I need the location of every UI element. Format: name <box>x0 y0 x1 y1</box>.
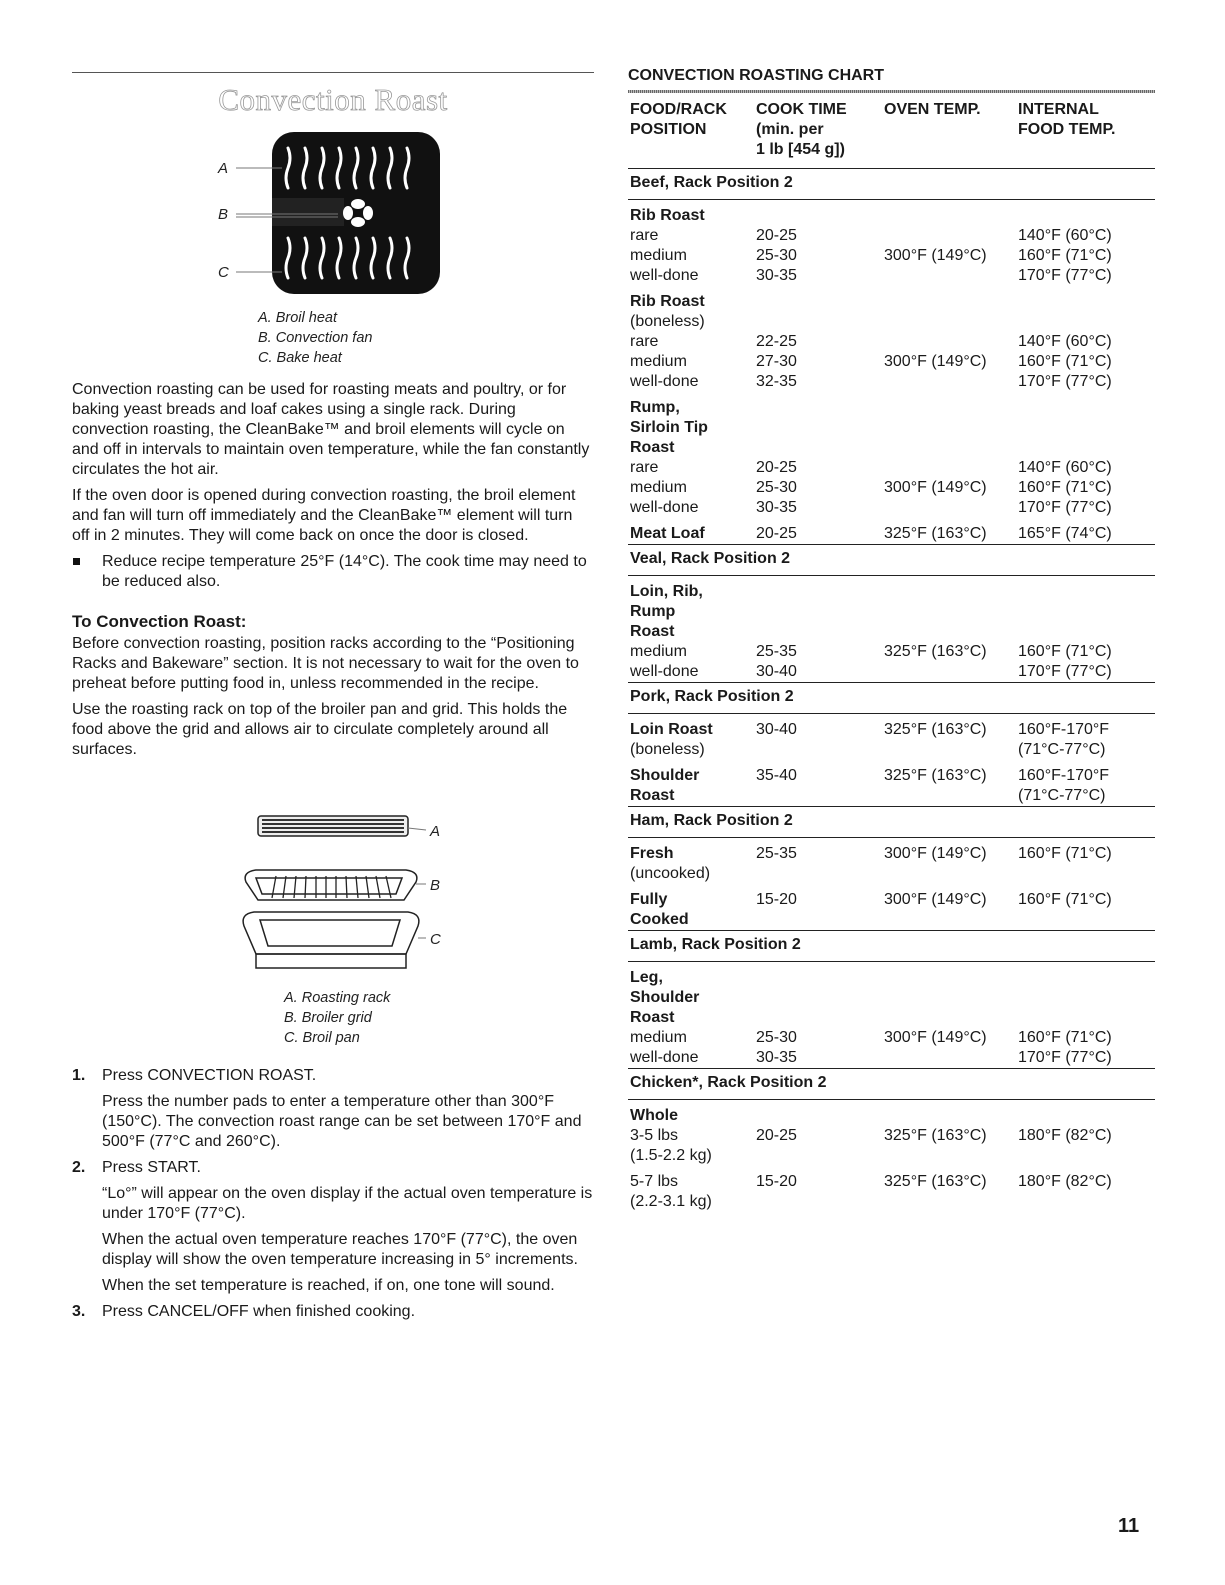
cell-cook-time: 25-30 <box>756 1029 797 1046</box>
cell-food: (1.5-2.2 kg) <box>630 1147 712 1164</box>
cell-cook-time: 32-35 <box>756 373 797 390</box>
chart-row <box>628 292 1155 312</box>
cell-food: Cooked <box>630 911 689 928</box>
chart-group-heading: Chicken*, Rack Position 2 <box>628 1068 1155 1099</box>
chart-row <box>628 332 1155 352</box>
chart-row <box>628 352 1155 372</box>
pan-figure-caption <box>284 988 390 1048</box>
chart-group-body <box>628 837 1155 930</box>
cell-cook-time: 25-30 <box>756 479 797 496</box>
cell-food: well-done <box>630 267 699 284</box>
cell-internal-temp: 160°F (71°C) <box>1018 845 1112 862</box>
chart-group-body <box>628 575 1155 682</box>
chart-groups <box>628 168 1155 1212</box>
chart-row <box>628 458 1155 478</box>
cell-oven-temp: 300°F (149°C) <box>884 247 987 264</box>
step-number: 1. <box>72 1067 86 1084</box>
chart-row <box>628 662 1155 682</box>
chart-group-heading: Pork, Rack Position 2 <box>628 682 1155 713</box>
oven-diagram <box>210 128 445 298</box>
cell-food: Sirloin Tip <box>630 419 708 436</box>
oven-label-a: A <box>218 160 229 177</box>
cell-cook-time: 25-35 <box>756 643 797 660</box>
cell-internal-temp: 160°F (71°C) <box>1018 891 1112 908</box>
cell-food: medium <box>630 479 687 496</box>
cell-food: Shoulder <box>630 767 700 784</box>
cell-food: Fully <box>630 891 668 908</box>
chart-row <box>628 786 1155 806</box>
chart-row <box>628 988 1155 1008</box>
cell-cook-time: 15-20 <box>756 1173 797 1190</box>
cell-food: Meat Loaf <box>630 525 705 542</box>
step-number: 3. <box>72 1303 86 1320</box>
cell-food: Roast <box>630 1009 675 1026</box>
step-item <box>72 1158 594 1296</box>
chart-row <box>628 740 1155 760</box>
chart-row <box>628 398 1155 418</box>
header-food-rack <box>630 100 727 140</box>
cell-food: medium <box>630 643 687 660</box>
step-title: Press CANCEL/OFF when finished cooking. <box>102 1303 416 1320</box>
chart-row <box>628 1048 1155 1068</box>
cell-cook-time: 30-40 <box>756 721 797 738</box>
cell-food: well-done <box>630 499 699 516</box>
header-line: INTERNAL <box>1018 101 1099 118</box>
cell-oven-temp: 300°F (149°C) <box>884 891 987 908</box>
cell-food: Rib Roast <box>630 207 705 224</box>
cell-oven-temp: 300°F (149°C) <box>884 479 987 496</box>
cell-cook-time: 25-35 <box>756 845 797 862</box>
cell-food: well-done <box>630 373 699 390</box>
chart-row <box>628 372 1155 392</box>
cell-food: Roast <box>630 787 675 804</box>
chart-header-row <box>628 98 1155 168</box>
step-title: Press CONVECTION ROAST. <box>102 1067 317 1084</box>
intro-paragraph: If the oven door is opened during convection roasting, the broil element and fan will turn off immediately and the CleanBake™ element will turn off in 2 minutes. They will come back on once the door is closed. <box>72 487 576 544</box>
cell-food: (uncooked) <box>630 865 711 882</box>
header-line: OVEN TEMP. <box>884 101 981 118</box>
chart-group-body <box>628 961 1155 1068</box>
cell-oven-temp: 300°F (149°C) <box>884 845 987 862</box>
cell-food: Leg, <box>630 969 663 986</box>
cell-food: Whole <box>630 1107 678 1124</box>
cell-internal-temp: 170°F (77°C) <box>1018 267 1112 284</box>
chart-row <box>628 1172 1155 1192</box>
cell-food: Fresh <box>630 845 674 862</box>
cell-food: Rump, <box>630 399 680 416</box>
cell-cook-time: 20-25 <box>756 525 797 542</box>
cell-cook-time: 20-25 <box>756 227 797 244</box>
subheading: To Convection Roast: <box>72 612 247 631</box>
cell-internal-temp: 180°F (82°C) <box>1018 1127 1112 1144</box>
chart-group-heading: Ham, Rack Position 2 <box>628 806 1155 837</box>
cell-internal-temp: 160°F-170°F <box>1018 721 1110 738</box>
cell-food: Roast <box>630 623 675 640</box>
cell-food: 3-5 lbs <box>630 1127 679 1144</box>
chart-row <box>628 1008 1155 1028</box>
cell-internal-temp: 140°F (60°C) <box>1018 227 1112 244</box>
cell-oven-temp: 325°F (163°C) <box>884 643 987 660</box>
intro-section <box>72 380 594 766</box>
chart-group-body <box>628 1099 1155 1212</box>
roasting-chart <box>628 98 1155 1212</box>
cell-internal-temp: 170°F (77°C) <box>1018 499 1112 516</box>
caption-line: B. Convection fan <box>258 330 373 346</box>
chart-row <box>628 642 1155 662</box>
chart-row <box>628 622 1155 642</box>
bullet-text: Reduce recipe temperature 25°F (14°C). The cook time may need to be reduced also. <box>102 553 587 590</box>
header-line: (min. per <box>756 121 824 138</box>
cell-food: rare <box>630 333 659 350</box>
cell-internal-temp: 160°F (71°C) <box>1018 643 1112 660</box>
cell-internal-temp: 140°F (60°C) <box>1018 333 1112 350</box>
header-cook-time <box>756 100 847 160</box>
cell-cook-time: 20-25 <box>756 1127 797 1144</box>
step-item <box>72 1302 594 1322</box>
cell-cook-time: 15-20 <box>756 891 797 908</box>
chart-row <box>628 418 1155 438</box>
prep-paragraph: Before convection roasting, position racks according to the “Positioning Racks and Bakeware” section. It is not necessary to wait for the oven to preheat before putting food in, unless recommended in the recipe. <box>72 635 579 692</box>
chart-row <box>628 246 1155 266</box>
header-internal-temp <box>1018 100 1116 140</box>
chart-row <box>628 602 1155 622</box>
chart-row <box>628 968 1155 988</box>
cell-food: Shoulder <box>630 989 700 1006</box>
step-number: 2. <box>72 1159 86 1176</box>
pan-label-a: A <box>430 823 441 840</box>
cell-cook-time: 22-25 <box>756 333 797 350</box>
prep-paragraph: Use the roasting rack on top of the broiler pan and grid. This holds the food above the grid and allows air to circulate completely around all surfaces. <box>72 701 568 758</box>
chart-row <box>628 498 1155 518</box>
step-paragraph: When the set temperature is reached, if on, one tone will sound. <box>102 1277 555 1294</box>
cell-food: medium <box>630 1029 687 1046</box>
caption-line: A. Roasting rack <box>284 990 391 1006</box>
chart-row <box>628 226 1155 246</box>
chart-group-heading: Beef, Rack Position 2 <box>628 168 1155 199</box>
steps-list <box>72 1066 594 1328</box>
chart-group-body <box>628 713 1155 806</box>
caption-line: A. Broil heat <box>258 310 337 326</box>
oven-figure-caption <box>258 308 372 368</box>
chart-row <box>628 478 1155 498</box>
step-item <box>72 1066 594 1152</box>
chart-row <box>628 1028 1155 1048</box>
cell-oven-temp: 325°F (163°C) <box>884 1127 987 1144</box>
oven-label-b: B <box>218 206 229 223</box>
chart-row <box>628 438 1155 458</box>
header-line: POSITION <box>630 121 707 138</box>
cell-food: Rib Roast <box>630 293 705 310</box>
cell-food: medium <box>630 247 687 264</box>
cell-oven-temp: 300°F (149°C) <box>884 1029 987 1046</box>
cell-cook-time: 30-35 <box>756 267 797 284</box>
chart-row <box>628 1126 1155 1146</box>
header-line: FOOD TEMP. <box>1018 121 1116 138</box>
cell-food: well-done <box>630 663 699 680</box>
section-title: Convection Roast <box>218 82 448 117</box>
bullet-item <box>72 552 594 592</box>
chart-row <box>628 1192 1155 1212</box>
chart-row <box>628 266 1155 286</box>
header-oven-temp <box>884 100 981 120</box>
cell-food: Loin, Rib, <box>630 583 703 600</box>
cell-food: well-done <box>630 1049 699 1066</box>
cell-cook-time: 30-40 <box>756 663 797 680</box>
cell-food: Roast <box>630 439 675 456</box>
cell-internal-temp: 170°F (77°C) <box>1018 373 1112 390</box>
cell-internal-temp: 170°F (77°C) <box>1018 1049 1112 1066</box>
top-rule <box>72 72 594 73</box>
chart-row <box>628 844 1155 864</box>
cell-internal-temp: 160°F-170°F <box>1018 767 1110 784</box>
chart-group-heading: Lamb, Rack Position 2 <box>628 930 1155 961</box>
cell-cook-time: 30-35 <box>756 1049 797 1066</box>
chart-row <box>628 1106 1155 1126</box>
broiler-pan-diagram <box>228 808 458 980</box>
chart-row <box>628 766 1155 786</box>
cell-food: (2.2-3.1 kg) <box>630 1193 712 1210</box>
cell-internal-temp: 160°F (71°C) <box>1018 353 1112 370</box>
cell-internal-temp: 165°F (74°C) <box>1018 525 1112 542</box>
caption-line: C. Bake heat <box>258 350 342 366</box>
pan-label-c: C <box>430 931 441 948</box>
cell-food: rare <box>630 459 659 476</box>
cell-food: (boneless) <box>630 313 705 330</box>
cell-internal-temp: 160°F (71°C) <box>1018 247 1112 264</box>
step-title: Press START. <box>102 1159 201 1176</box>
chart-row <box>628 524 1155 544</box>
step-paragraph: When the actual oven temperature reaches 170°F (77°C), the oven display will show the oven temperature increasing in 5° increments. <box>102 1231 578 1268</box>
cell-oven-temp: 325°F (163°C) <box>884 721 987 738</box>
cell-internal-temp: 160°F (71°C) <box>1018 479 1112 496</box>
step-paragraph: “Lo°” will appear on the oven display if the actual oven temperature is under 170°F (77°C). <box>102 1185 593 1222</box>
cell-food: (boneless) <box>630 741 705 758</box>
chart-row <box>628 910 1155 930</box>
cell-cook-time: 20-25 <box>756 459 797 476</box>
cell-food: Rump <box>630 603 676 620</box>
oven-label-c: C <box>218 264 229 281</box>
cell-oven-temp: 325°F (163°C) <box>884 767 987 784</box>
cell-food: rare <box>630 227 659 244</box>
cell-oven-temp: 325°F (163°C) <box>884 525 987 542</box>
cell-internal-temp: 180°F (82°C) <box>1018 1173 1112 1190</box>
cell-cook-time: 30-35 <box>756 499 797 516</box>
cell-oven-temp: 325°F (163°C) <box>884 1173 987 1190</box>
cell-food: 5-7 lbs <box>630 1173 679 1190</box>
cell-cook-time: 25-30 <box>756 247 797 264</box>
chart-row <box>628 582 1155 602</box>
chart-group-heading: Veal, Rack Position 2 <box>628 544 1155 575</box>
chart-row <box>628 890 1155 910</box>
cell-food: Loin Roast <box>630 721 713 738</box>
header-line: FOOD/RACK <box>630 101 727 118</box>
chart-title-rule <box>628 90 1155 93</box>
intro-paragraph: Convection roasting can be used for roasting meats and poultry, or for baking yeast breads and loaf cakes using a single rack. During convection roasting, the CleanBake™ and broil elements will cycle on and off in intervals to maintain oven temperature, while the fan constantly circulates the hot air. <box>72 381 590 478</box>
cell-cook-time: 35-40 <box>756 767 797 784</box>
chart-title: CONVECTION ROASTING CHART <box>628 67 884 84</box>
cell-oven-temp: 300°F (149°C) <box>884 353 987 370</box>
chart-row <box>628 720 1155 740</box>
caption-line: C. Broil pan <box>284 1030 360 1046</box>
chart-row <box>628 206 1155 226</box>
chart-row <box>628 1146 1155 1166</box>
pan-label-b: B <box>430 877 441 894</box>
cell-internal-temp: (71°C-77°C) <box>1018 741 1106 758</box>
cell-internal-temp: (71°C-77°C) <box>1018 787 1106 804</box>
cell-internal-temp: 170°F (77°C) <box>1018 663 1112 680</box>
chart-row <box>628 312 1155 332</box>
step-paragraph: Press the number pads to enter a temperature other than 300°F (150°C). The convection roast range can be set between 170°F and 500°F (77°C and 260°C). <box>102 1093 582 1150</box>
cell-internal-temp: 140°F (60°C) <box>1018 459 1112 476</box>
bullet-square-icon <box>73 558 80 565</box>
chart-group-body <box>628 199 1155 544</box>
header-line: 1 lb [454 g]) <box>756 141 845 158</box>
cell-internal-temp: 160°F (71°C) <box>1018 1029 1112 1046</box>
cell-cook-time: 27-30 <box>756 353 797 370</box>
page-number: 11 <box>1118 1515 1140 1537</box>
cell-food: medium <box>630 353 687 370</box>
caption-line: B. Broiler grid <box>284 1010 372 1026</box>
header-line: COOK TIME <box>756 101 847 118</box>
chart-row <box>628 864 1155 884</box>
